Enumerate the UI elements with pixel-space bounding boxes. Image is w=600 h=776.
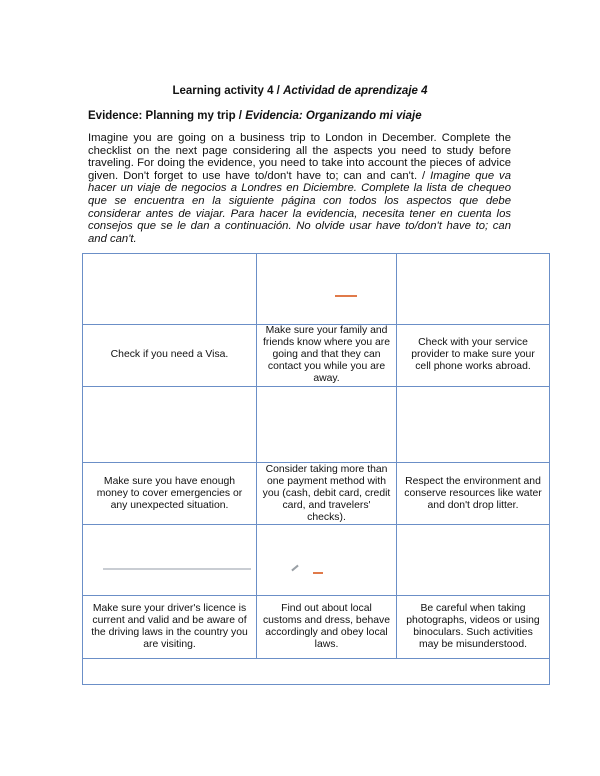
checklist-item-payment: Consider taking more than one payment method with you (cash, debit card, credit card, and travelers' checks). <box>257 462 397 525</box>
checklist-table <box>82 253 550 685</box>
title-english: Learning activity 4 / <box>172 85 284 97</box>
checklist-row <box>83 462 550 525</box>
empty-cell <box>83 658 550 684</box>
evidence-spanish: Evidencia: Organizando mi viaje <box>245 110 422 122</box>
image-cell-customs <box>257 525 397 596</box>
image-cell-photos <box>397 525 550 596</box>
image-fragment <box>103 568 251 570</box>
checklist-item-environment: Respect the environment and conserve resources like water and don't drop litter. <box>397 462 550 525</box>
intro-paragraph <box>88 132 511 245</box>
image-fragment <box>291 565 298 572</box>
checklist-item-family: Make sure your family and friends know where you are going and that they can contact you while you are away. <box>257 324 397 387</box>
image-row <box>83 254 550 325</box>
image-row <box>83 387 550 463</box>
evidence-english: Evidence: Planning my trip / <box>88 110 246 122</box>
image-cell-money <box>83 387 257 463</box>
checklist-item-licence: Make sure your driver's licence is current and valid and be aware of the driving laws in the country you are visiting. <box>83 596 257 659</box>
image-cell-family <box>257 254 397 325</box>
image-fragment <box>313 572 323 574</box>
checklist-item-phone: Check with your service provider to make sure your cell phone works abroad. <box>397 324 550 387</box>
image-cell-visa <box>83 254 257 325</box>
title-spanish: Actividad de aprendizaje 4 <box>283 85 428 97</box>
checklist-item-photos: Be careful when taking photographs, videos or using binoculars. Such activities may be misunderstood. <box>397 596 550 659</box>
image-cell-licence <box>83 525 257 596</box>
image-row <box>83 525 550 596</box>
checklist-row <box>83 596 550 659</box>
intro-english: Imagine you are going on a business trip to London in December. Complete the checklist on the next page considering all the aspects you need to study before traveling. For doing the evidence, you need to take into account the pieces of advice given. Don't forget to use have to/don't have to; can and can't. / <box>88 132 511 182</box>
empty-footer-row <box>83 658 550 684</box>
page-title <box>0 85 600 97</box>
intro-spanish: Imagine que va hacer un viaje de negocios a Londres en Diciembre. Complete la lista de chequeo que se encuentra en la siguiente página con todos los aspectos que debe considerar antes de viajar. Para hacer la evidencia, necesita tener en cuenta los consejos que se le dan a continuación. No olvide usar have to/don't have to; can and can't. <box>88 169 511 245</box>
image-cell-phone <box>397 254 550 325</box>
checklist-item-visa: Check if you need a Visa. <box>83 324 257 387</box>
image-fragment <box>335 295 357 297</box>
checklist-row <box>83 324 550 387</box>
checklist-item-money: Make sure you have enough money to cover emergencies or any unexpected situation. <box>83 462 257 525</box>
evidence-heading <box>88 110 528 122</box>
image-cell-payment <box>257 387 397 463</box>
image-cell-environment <box>397 387 550 463</box>
checklist-item-customs: Find out about local customs and dress, behave accordingly and obey local laws. <box>257 596 397 659</box>
